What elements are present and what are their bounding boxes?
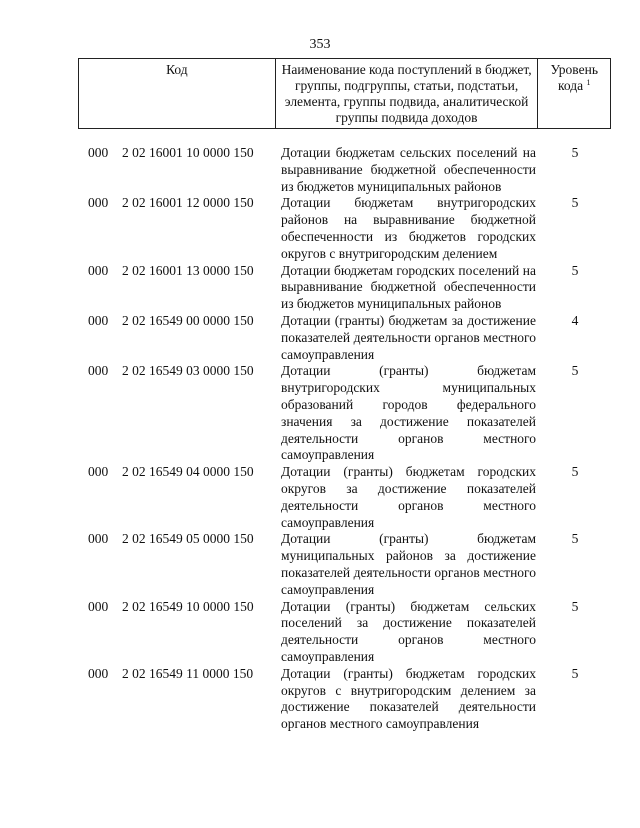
- footnote-marker: 1: [586, 78, 591, 87]
- revenue-name: Дотации (гранты) бюджетам муниципальных районов за достижение показателей деятельности органов местного самоуправления: [281, 531, 536, 597]
- revenue-name: Дотации бюджетам сельских поселений на выравнивание бюджетной обеспеченности из бюджетов муниципальных районов: [281, 145, 536, 194]
- page-number: 353: [309, 37, 331, 52]
- revenue-code-list: [0, 145, 640, 733]
- admin-code: 000: [88, 145, 109, 160]
- code-level: 5: [571, 145, 579, 160]
- code-level: 5: [571, 598, 579, 614]
- revenue-code: 2 02 16549 00 0000 150: [122, 312, 254, 328]
- table-row: [0, 313, 640, 363]
- revenue-code: 2 02 16549 03 0000 150: [122, 363, 254, 379]
- code-level: 5: [571, 665, 579, 681]
- admin-code: 000: [88, 195, 109, 211]
- revenue-name: Дотации (гранты) бюджетам за достижение показателей деятельности органов местного самоуправления: [281, 312, 536, 362]
- table-row: [0, 464, 640, 531]
- code-level: 5: [571, 531, 579, 547]
- revenue-code: 2 02 16549 05 0000 150: [122, 531, 254, 547]
- revenue-code: 2 02 16001 13 0000 150: [122, 262, 254, 278]
- code-level: 5: [571, 464, 579, 480]
- table-row: [0, 599, 640, 666]
- revenue-name: Дотации (гранты) бюджетам внутригородских муниципальных образований городов федерального значения за достижение показателей деятельности органов местного самоуправления: [281, 363, 536, 463]
- admin-code: 000: [88, 464, 109, 480]
- table-row: [0, 145, 640, 195]
- revenue-name: Дотации (гранты) бюджетам городских округов с внутригородским делением за достижение показателей деятельности органов местного самоуправления: [281, 665, 536, 732]
- revenue-code: 2 02 16549 11 0000 150: [122, 665, 254, 681]
- header-level-label: Уровень кода: [550, 62, 598, 93]
- revenue-code: 2 02 16001 10 0000 150: [122, 145, 254, 160]
- admin-code: 000: [88, 665, 109, 681]
- revenue-code: 2 02 16001 12 0000 150: [122, 195, 254, 211]
- table-row: [0, 263, 640, 313]
- code-level: 5: [571, 363, 579, 379]
- table-header: [78, 58, 611, 129]
- admin-code: 000: [88, 312, 109, 328]
- code-level: 4: [571, 312, 579, 328]
- table-row: [0, 195, 640, 262]
- admin-code: 000: [88, 262, 109, 278]
- admin-code: 000: [88, 363, 109, 379]
- table-row: [0, 666, 640, 733]
- code-level: 5: [571, 262, 579, 278]
- revenue-name: Дотации (гранты) бюджетам городских округов за достижение показателей деятельности органов местного самоуправления: [281, 464, 536, 530]
- header-level: [538, 59, 611, 129]
- header-name: Наименование кода поступлений в бюджет, группы, подгруппы, статьи, подстатьи, элемента, группы подвида, аналитической группы подвида доходов: [275, 59, 538, 129]
- revenue-code: 2 02 16549 10 0000 150: [122, 598, 254, 614]
- table-row: [0, 363, 640, 464]
- header-code: Код: [79, 59, 276, 129]
- revenue-code: 2 02 16549 04 0000 150: [122, 464, 254, 480]
- revenue-name: Дотации (гранты) бюджетам сельских поселений за достижение показателей деятельности органов местного самоуправления: [281, 598, 536, 664]
- code-level: 5: [571, 195, 579, 211]
- admin-code: 000: [88, 531, 109, 547]
- revenue-name: Дотации бюджетам городских поселений на выравнивание бюджетной обеспеченности из бюджетов муниципальных районов: [281, 262, 536, 312]
- table-row: [0, 531, 640, 598]
- revenue-name: Дотации бюджетам внутригородских районов на выравнивание бюджетной обеспеченности из бюджетов городских округов с внутригородским делением: [281, 195, 536, 261]
- admin-code: 000: [88, 598, 109, 614]
